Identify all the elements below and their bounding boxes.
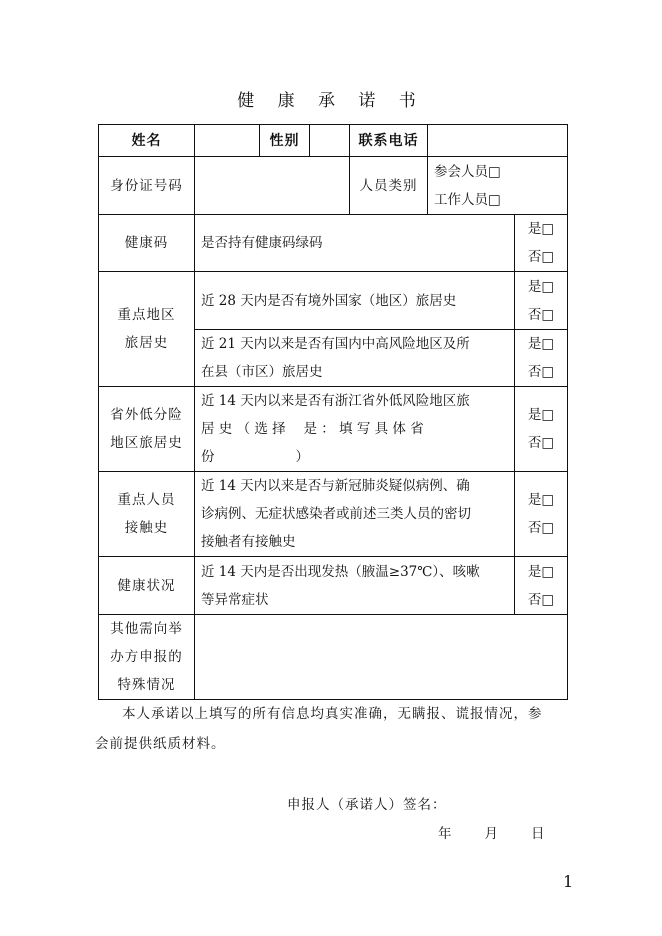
signature-label: 申报人（承诺人）签名： [287,797,447,813]
option-staff[interactable]: 工作人员□ [434,191,501,208]
domestic-risk-area-question: 近 21 天内以来是否有国内中高风险地区及所 在县（市区）旅居史 [195,330,515,387]
no-checkbox[interactable]: 否□ [527,306,555,323]
other-declaration-field[interactable] [195,615,568,700]
yes-checkbox[interactable]: 是□ [527,336,555,352]
health-status-question: 近 14 天内是否出现发热（腋温≥37℃）、咳嗽 等异常症状 [195,557,515,615]
health-code-question: 是否持有健康码绿码 [195,215,515,272]
no-checkbox[interactable]: 否□ [527,435,555,451]
other-declaration-label: 其他需向举 办方申报的 特殊情况 [99,615,195,700]
gender-field[interactable] [310,125,350,157]
date-line: 年 月 日 [438,826,547,842]
gender-label: 性别 [260,125,310,157]
no-checkbox[interactable]: 否□ [527,364,555,380]
promise-text-line1: 本人承诺以上填写的所有信息均真实准确，无瞒报、谎报情况，参 [122,706,543,722]
person-category-options [428,157,568,215]
overseas-travel-choice [515,272,568,330]
no-checkbox[interactable]: 否□ [527,520,555,536]
contact-history-question: 近 14 天内以来是否与新冠肺炎疑似病例、确 诊病例、无症状感染者或前述三类人员的密切 接触者有接触史 [195,472,515,557]
yes-checkbox[interactable]: 是□ [527,563,555,580]
yes-checkbox[interactable]: 是□ [527,278,555,295]
health-code-label: 健康码 [99,215,195,272]
overseas-travel-question: 近 28 天内是否有境外国家（地区）旅居史 [195,272,515,330]
domestic-risk-area-choice [515,330,568,387]
key-area-label: 重点地区 旅居史 [99,272,195,387]
name-field[interactable] [195,125,260,157]
outside-province-question: 近 14 天内以来是否有浙江省外低风险地区旅 居 史 （ 选 择 是 ： 填 写 具 体 省 份 ） [195,387,515,472]
phone-field[interactable] [428,125,568,157]
option-attendee[interactable]: 参会人员□ [434,163,501,180]
outside-province-choice [515,387,568,472]
yes-checkbox[interactable]: 是□ [527,492,555,508]
health-status-choice [515,557,568,615]
contact-history-choice [515,472,568,557]
id-number-label: 身份证号码 [99,157,195,215]
no-checkbox[interactable]: 否□ [527,249,555,265]
outside-province-label: 省外低分险 地区旅居史 [99,387,195,472]
promise-text-line2: 会前提供纸质材料。 [95,736,226,752]
health-status-label: 健康状况 [99,557,195,615]
page-number: 1 [563,872,575,891]
person-category-label: 人员类别 [350,157,428,215]
contact-history-label: 重点人员 接触史 [99,472,195,557]
id-number-field[interactable] [195,157,350,215]
name-label: 姓名 [99,125,195,157]
health-code-choice [515,215,568,272]
page-title: 健 康 承 诺 书 [237,91,425,111]
no-checkbox[interactable]: 否□ [527,591,555,608]
yes-checkbox[interactable]: 是□ [527,221,555,237]
phone-label: 联系电话 [350,125,428,157]
health-form-table [98,124,568,700]
yes-checkbox[interactable]: 是□ [527,407,555,423]
